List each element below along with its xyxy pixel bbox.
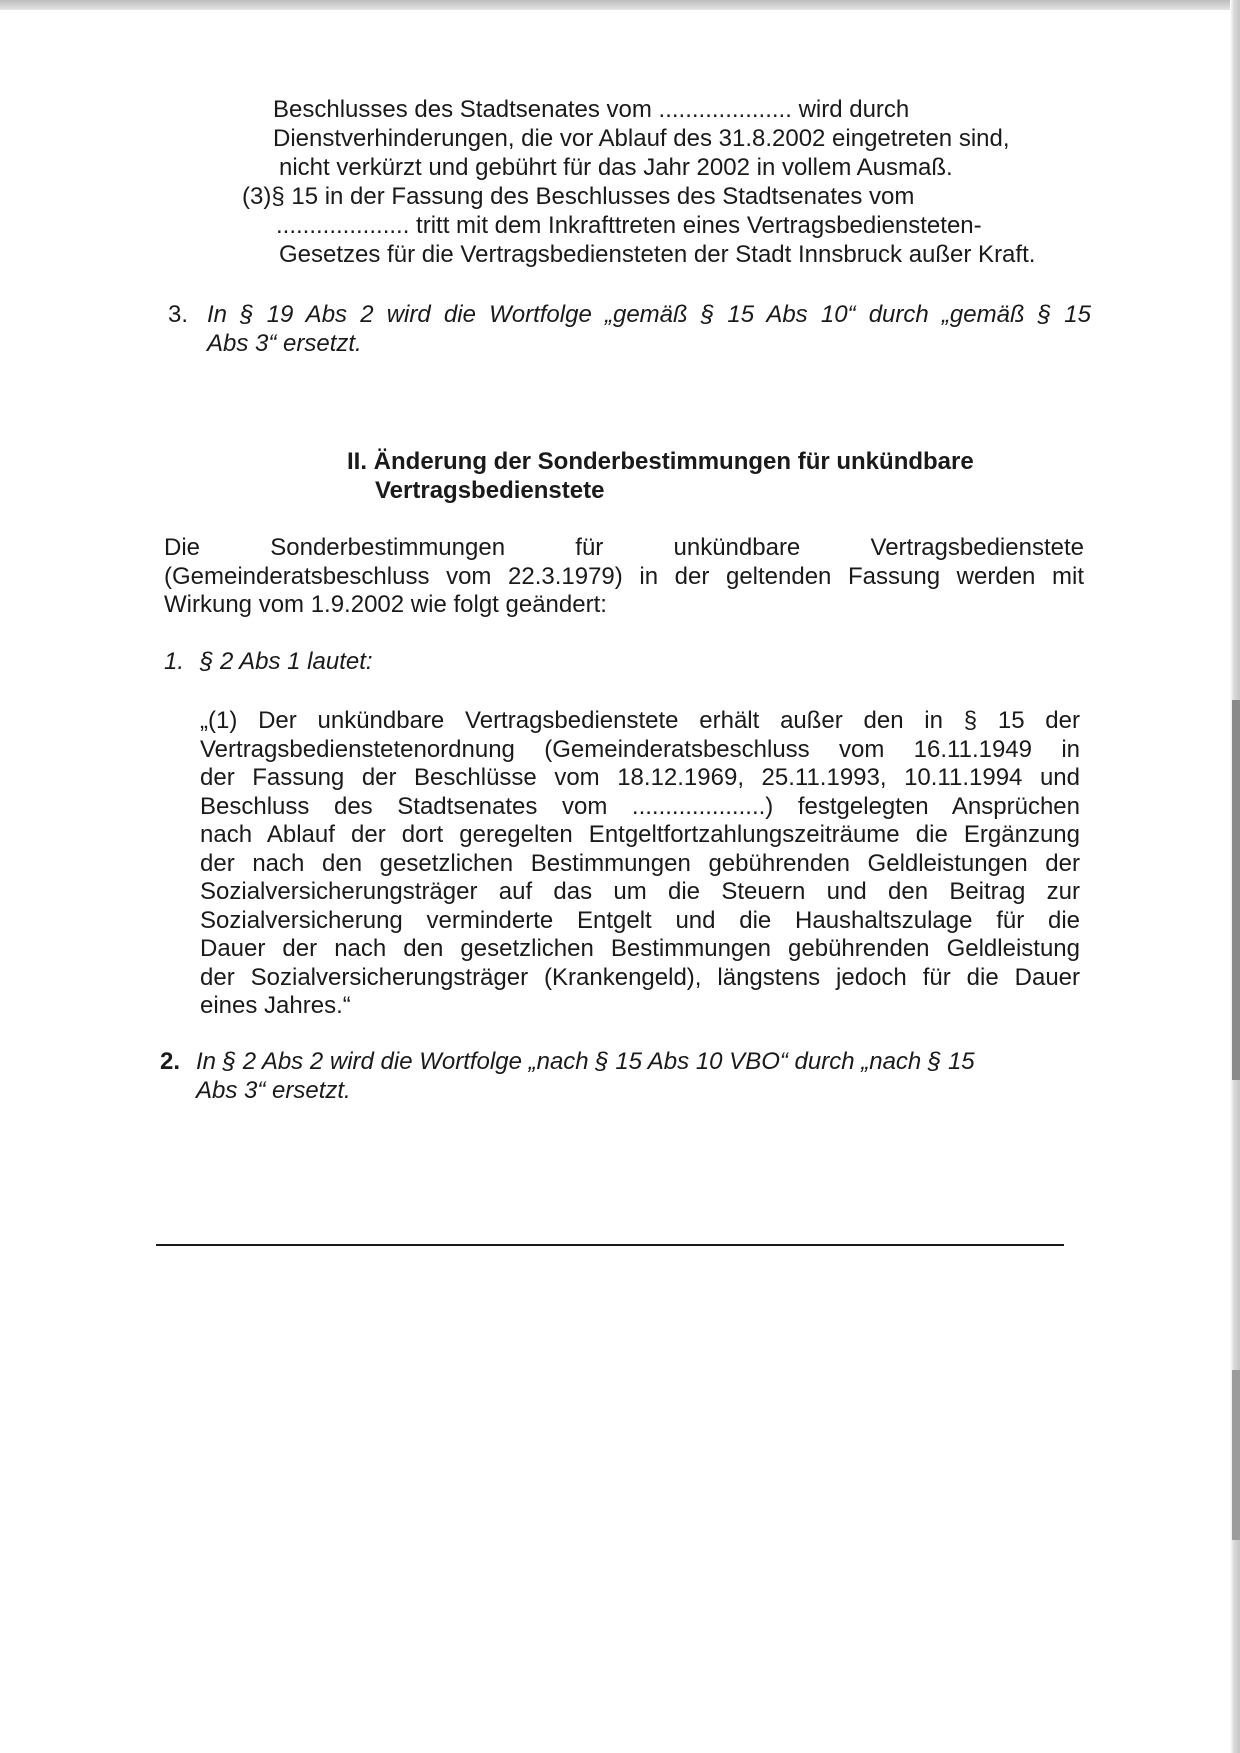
item2-line-2: Abs 3“ ersetzt.: [196, 1077, 351, 1104]
item2-number: 2.: [160, 1048, 181, 1075]
intro-line-2: (Gemeinderatsbeschluss vom 22.3.1979) in der geltenden Fassung werden mit: [164, 562, 1084, 590]
quote-line-3: der Fassung der Beschlüsse vom 18.12.1969, 25.11.1993, 10.11.1994 und: [200, 764, 1080, 791]
section-ii-heading-line-2: Vertragsbedienstete: [375, 477, 605, 504]
item2-line-1: In § 2 Abs 2 wird die Wortfolge „nach § 15 Abs 10 VBO“ durch „nach § 15: [196, 1048, 975, 1075]
quote-line-4: Beschluss des Stadtsenates vom ....................) festgelegten Ansprüchen: [200, 792, 1080, 820]
para3-line-2: .................... tritt mit dem Inkrafttreten eines Vertragsbediensteten-: [276, 212, 982, 239]
item1-label: § 2 Abs 1 lautet:: [200, 648, 373, 675]
quote-line-7: Sozialversicherungsträger auf das um die Steuern und den Beitrag zur: [200, 878, 1080, 905]
para3-line-1: (3)§ 15 in der Fassung des Beschlusses des Stadtsenates vom: [242, 183, 915, 210]
para2-line-1: Beschlusses des Stadtsenates vom .................... wird durch: [273, 96, 910, 123]
quote-paragraph: [200, 707, 1080, 992]
item3-line-1: In § 19 Abs 2 wird die Wortfolge „gemäß § 15 Abs 10“ durch „gemäß § 15: [207, 301, 1091, 328]
quote-line-10: der Sozialversicherungsträger (Krankengeld), längstens jedoch für die Dauer: [200, 963, 1080, 991]
intro-paragraph: [164, 534, 1084, 591]
item3-number: 3.: [168, 301, 189, 328]
item1-number: 1.: [164, 648, 185, 675]
quote-line-8: Sozialversicherung verminderte Entgelt und die Haushaltszulage für die: [200, 906, 1080, 934]
quote-line-5: nach Ablauf der dort geregelten Entgeltfortzahlungszeiträume die Ergänzung: [200, 821, 1080, 848]
para3-line-3: Gesetzes für die Vertragsbediensteten der Stadt Innsbruck außer Kraft.: [279, 241, 1036, 268]
quote-line-1: „(1) Der unkündbare Vertragsbedienstete erhält außer den in § 15 der: [200, 707, 1080, 734]
quote-line-11: eines Jahres.“: [200, 992, 351, 1019]
para2-line-3: nicht verkürzt und gebührt für das Jahr 2002 in vollem Ausmaß.: [279, 154, 953, 181]
scan-edge-shadow: [1232, 700, 1240, 1080]
end-rule: [156, 1244, 1064, 1246]
para2-line-2: Dienstverhinderungen, die vor Ablauf des 31.8.2002 eingetreten sind,: [273, 125, 1010, 152]
item3-line-2: Abs 3“ ersetzt.: [207, 330, 362, 357]
item3-text: [207, 301, 1091, 330]
section-ii-heading-line-1: II. Änderung der Sonderbestimmungen für unkündbare: [347, 448, 974, 475]
scan-edge-shadow: [1232, 1370, 1240, 1540]
scan-top-edge: [0, 0, 1240, 10]
intro-line-3: Wirkung vom 1.9.2002 wie folgt geändert:: [164, 591, 607, 618]
quote-line-9: Dauer der nach den gesetzlichen Bestimmungen gebührenden Geldleistung: [200, 935, 1080, 962]
intro-line-1: Die Sonderbestimmungen für unkündbare Vertragsbedienstete: [164, 534, 1084, 561]
quote-line-2: Vertragsbedienstetenordnung (Gemeinderatsbeschluss vom 16.11.1949 in: [200, 735, 1080, 763]
quote-line-6: der nach den gesetzlichen Bestimmungen gebührenden Geldleistungen der: [200, 849, 1080, 877]
